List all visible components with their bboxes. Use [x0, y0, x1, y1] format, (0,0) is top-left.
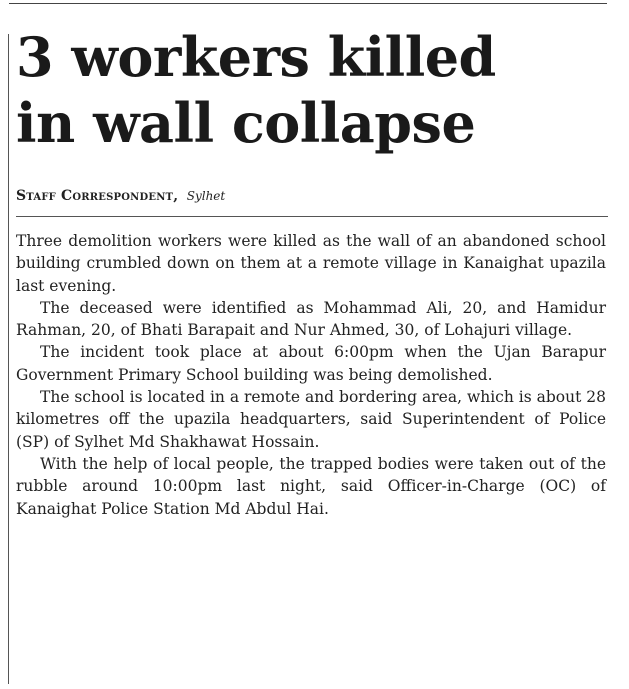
headline: [16, 0, 608, 156]
byline: [16, 188, 225, 204]
byline-author: Staff Correspondent,: [16, 188, 179, 204]
article-body: [16, 230, 606, 520]
byline-location: Sylhet: [186, 189, 226, 203]
column-rule: [8, 34, 9, 684]
paragraph: The incident took place at about 6:00pm when the Ujan Barapur Government Primary School building was being demolished.: [16, 343, 606, 384]
paragraph: With the help of local people, the trapped bodies were taken out of the rubble around 10:00pm last night, said Officer-in-Charge (OC) of Kanaighat Police Station Md Abdul Hai.: [16, 454, 606, 518]
headline-line-1: 3 workers killed: [16, 25, 496, 89]
paragraph: The deceased were identified as Mohammad Ali, 20, and Hamidur Rahman, 20, of Bhati Barapait and Nur Ahmed, 30, of Lohajuri village.: [16, 298, 606, 340]
news-article: [16, 0, 608, 518]
paragraph: Three demolition workers were killed as the wall of an abandoned school building crumbled down on them at a remote village in Kanaighat upazila last evening.: [16, 232, 606, 295]
headline-line-2: in wall collapse: [16, 91, 476, 155]
byline-divider: [16, 216, 608, 217]
paragraph: The school is located in a remote and bordering area, which is about 28 kilometres off the upazila headquarters, said Superintendent of Police (SP) of Sylhet Md Shakhawat Hossain.: [16, 388, 606, 451]
